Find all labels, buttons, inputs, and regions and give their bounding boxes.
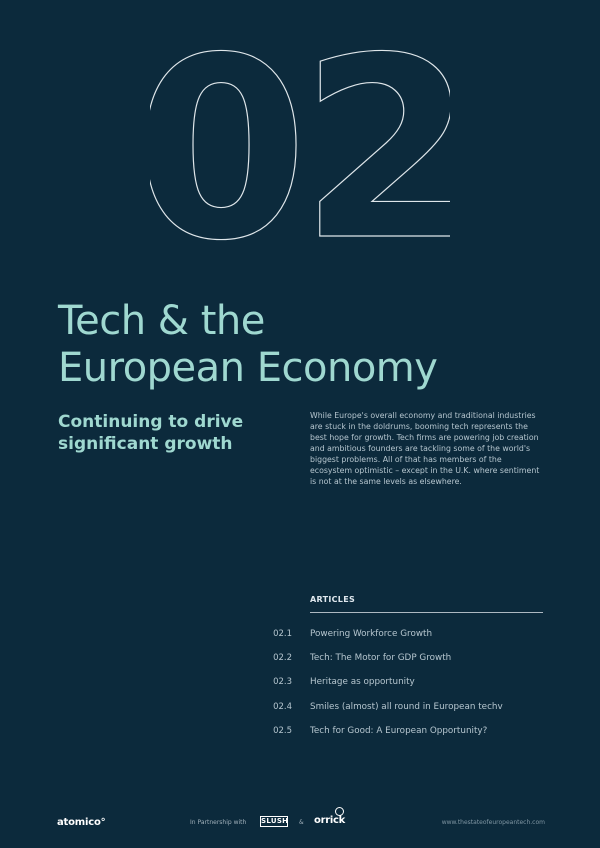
article-item[interactable] xyxy=(262,670,503,694)
slush-logo: SLUSH xyxy=(261,817,289,825)
article-link[interactable]: Tech: The Motor for GDP Growth xyxy=(310,653,452,664)
articles-divider xyxy=(310,612,543,613)
intro-paragraph: While Europe's overall economy and traditional industries are stuck in the doldrums, booming tech represents the best hope for growth. Tech firms are powering job creation and ambitious founders are tackling some of the world's biggest problems. All of that has members of the ecosystem optimistic – except in the U.K. where sentiment is not at the same levels as elsewhere. xyxy=(310,411,540,486)
article-number: 02.3 xyxy=(273,677,292,688)
article-number: 02.2 xyxy=(273,653,292,664)
article-number: 02.4 xyxy=(273,701,292,712)
orrick-ring-icon xyxy=(335,807,344,816)
section-number-text: 02 xyxy=(150,36,450,256)
subtitle-line-1: Continuing to drive xyxy=(58,412,244,432)
article-item[interactable] xyxy=(262,646,503,670)
section-number-outline xyxy=(150,36,450,256)
article-number: 02.5 xyxy=(273,725,292,736)
title-line-2: European Economy xyxy=(58,345,438,391)
article-item[interactable] xyxy=(262,622,503,646)
partnership-label: In Partnership with xyxy=(190,819,247,826)
title-line-1: Tech & the xyxy=(58,298,265,344)
page-subtitle xyxy=(58,411,268,455)
article-link[interactable]: Tech for Good: A European Opportunity? xyxy=(310,725,488,736)
ampersand: & xyxy=(299,819,304,826)
website-link[interactable]: www.thestateofeuropeantech.com xyxy=(441,819,545,826)
article-item[interactable] xyxy=(262,695,503,719)
article-number: 02.1 xyxy=(273,629,292,640)
articles-list xyxy=(262,622,503,743)
article-link[interactable]: Smiles (almost) all round in European techv xyxy=(310,701,503,712)
atomico-logo: atomico° xyxy=(57,817,106,828)
footer xyxy=(0,812,600,836)
page-title xyxy=(58,298,437,392)
articles-heading: ARTICLES xyxy=(310,595,356,604)
article-link[interactable]: Heritage as opportunity xyxy=(310,677,415,688)
article-link[interactable]: Powering Workforce Growth xyxy=(310,629,433,640)
subtitle-line-2: significant growth xyxy=(58,434,233,454)
article-item[interactable] xyxy=(262,719,503,743)
orrick-logo: orrick xyxy=(314,815,345,826)
